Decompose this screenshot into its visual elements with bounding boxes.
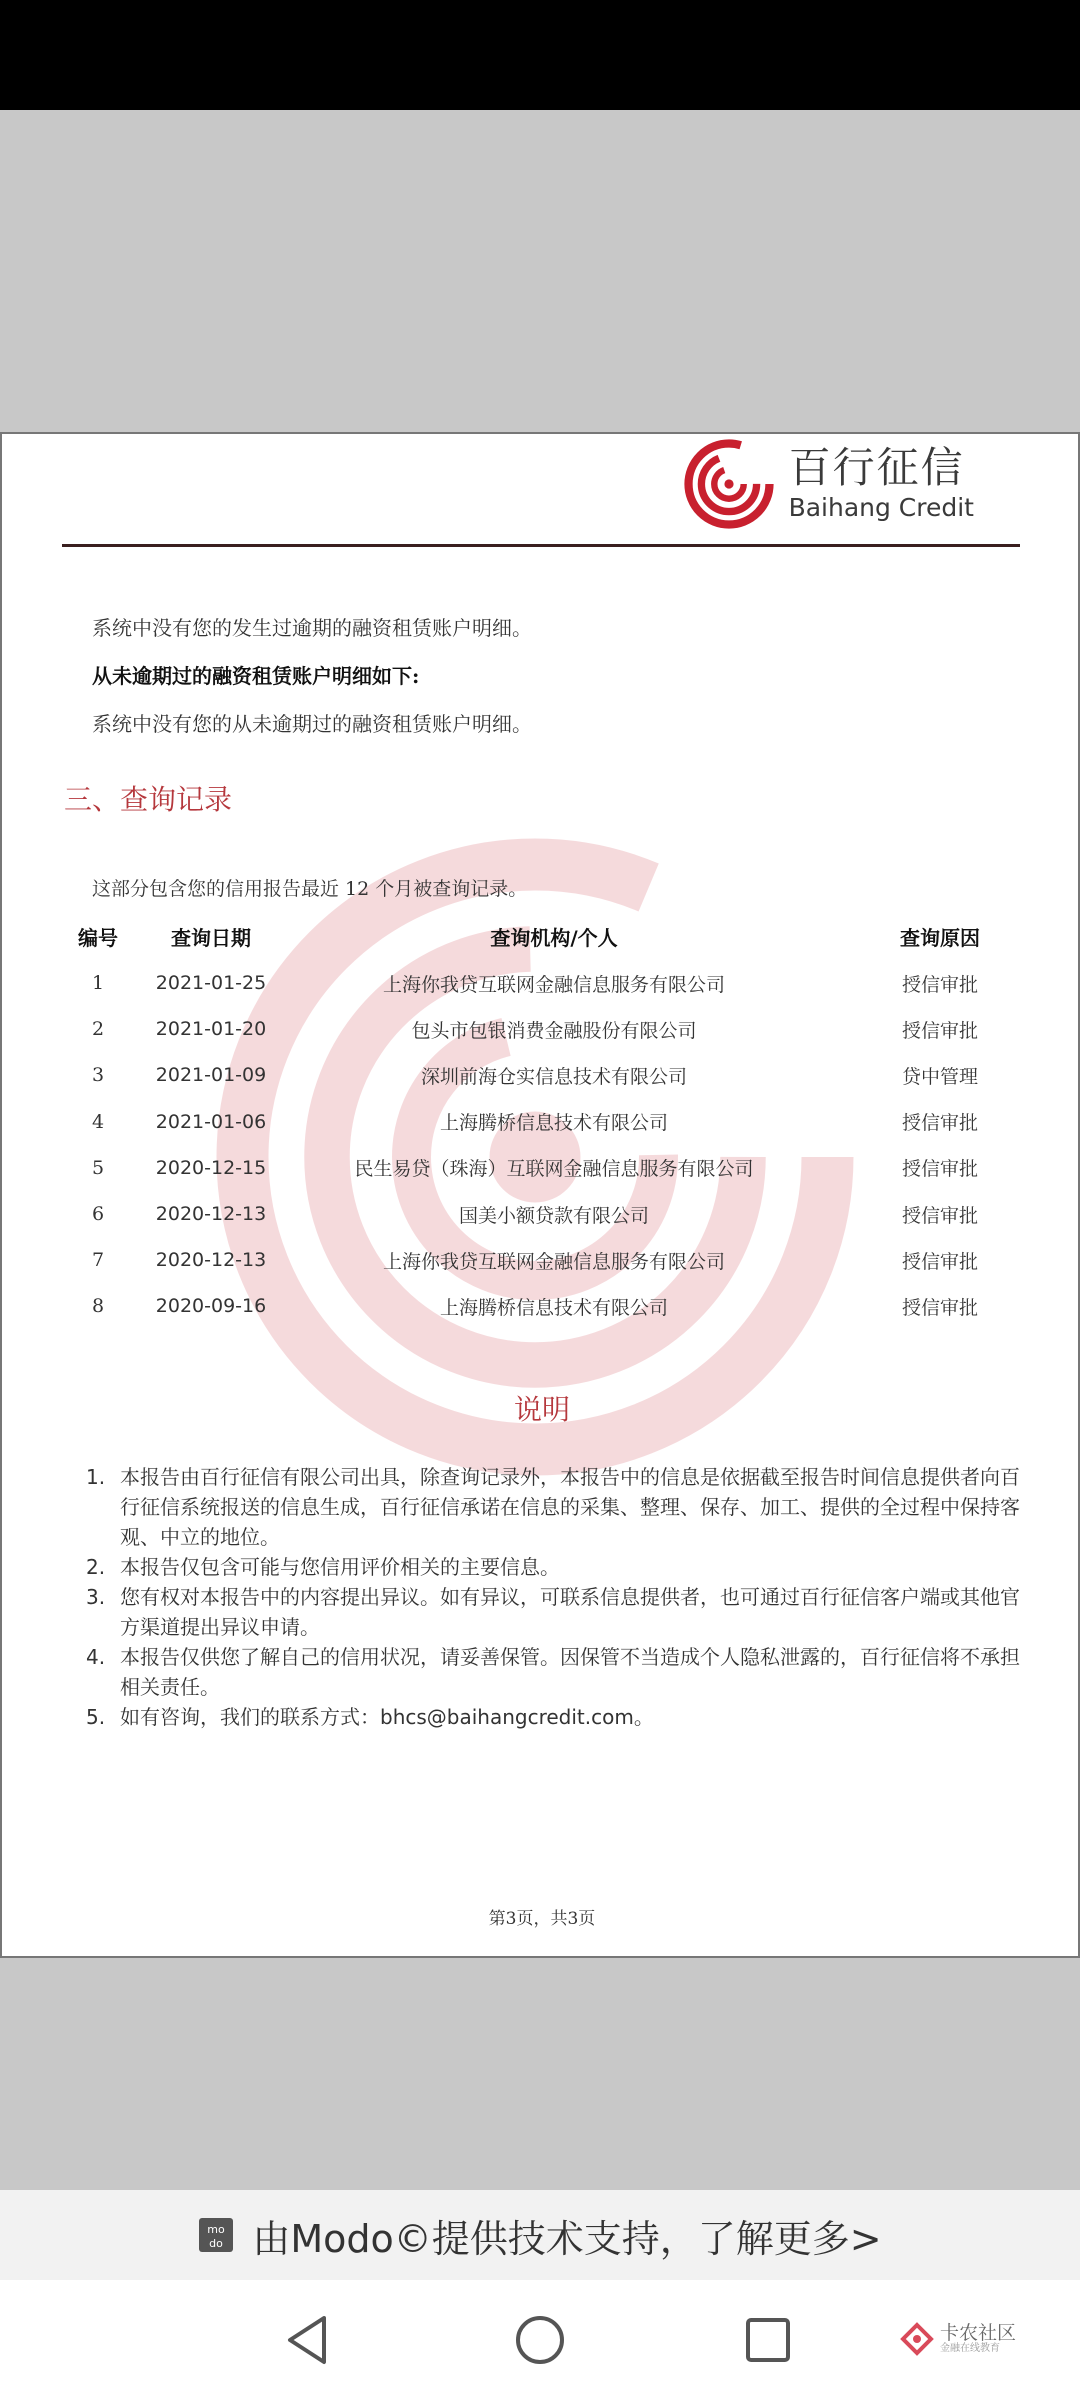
- community-logo-icon: [900, 2322, 934, 2356]
- row-reason: 授信审批: [901, 1204, 978, 1227]
- note-text: 本报告仅供您了解自己的信用状况，请妥善保管。因保管不当造成个人隐私泄露的，百行征信将不承担相关责任。: [120, 1645, 1020, 1699]
- row-number: 7: [91, 1249, 105, 1272]
- baihang-logo-icon: [683, 438, 775, 530]
- baihang-logo: [683, 438, 974, 530]
- status-bar: [0, 0, 1080, 110]
- logo-chinese-name: 百行征信: [788, 443, 965, 492]
- note-number: 4.: [86, 1645, 106, 1669]
- no-overdue-leasing-text: 系统中没有您的发生过逾期的融资租赁账户明细。: [92, 616, 532, 640]
- row-date: 2020-12-13: [155, 1203, 267, 1226]
- row-date: 2021-01-06: [155, 1110, 267, 1133]
- table-row: [62, 1099, 1022, 1145]
- note-item: [86, 1642, 1026, 1702]
- row-date: 2020-09-16: [155, 1295, 267, 1318]
- note-number: 2.: [86, 1555, 106, 1579]
- table-row: [62, 1145, 1022, 1191]
- row-institution: 上海腾桥信息技术有限公司: [439, 1296, 668, 1319]
- row-date: 2021-01-20: [155, 1018, 267, 1041]
- row-reason: 授信审批: [901, 1112, 978, 1135]
- note-text: 本报告由百行征信有限公司出具，除查询记录外，本报告中的信息是依据截至报告时间信息提供者向百行征信系统报送的信息生成，百行征信承诺在信息的采集、整理、保存、加工、提供的全过程中保持客观、中立的地位。: [120, 1465, 1020, 1549]
- row-number: 5: [91, 1156, 105, 1179]
- svg-text:do: do: [209, 2237, 224, 2250]
- modo-banner-text: 由Modo©提供技术支持，了解更多>: [252, 2216, 882, 2261]
- row-number: 3: [91, 1064, 105, 1087]
- header-reason: 查询原因: [900, 925, 980, 950]
- logo-english-name: Baihang Credit: [788, 493, 974, 522]
- contact-email-link[interactable]: bhcs@baihangcredit.com: [380, 1705, 634, 1729]
- recent-square-icon[interactable]: [738, 2310, 798, 2370]
- notes-list: [86, 1462, 1026, 1732]
- query-records-intro: 这部分包含您的信用报告最近 12 个月被查询记录。: [92, 878, 528, 900]
- no-never-overdue-leasing-text: 系统中没有您的从未逾期过的融资租赁账户明细。: [92, 712, 532, 736]
- note-item: [86, 1582, 1026, 1642]
- row-reason: 授信审批: [901, 1296, 978, 1319]
- row-date: 2020-12-13: [155, 1249, 267, 1272]
- note-number: 3.: [86, 1585, 106, 1609]
- row-reason: 授信审批: [901, 1158, 978, 1181]
- note-text: [120, 1702, 654, 1732]
- note-item: [86, 1552, 1026, 1582]
- report-page: [0, 432, 1080, 1958]
- table-row: [62, 1283, 1022, 1329]
- row-institution: 包头市包银消费金融股份有限公司: [411, 1019, 697, 1042]
- community-subtitle: 金融在线教育: [939, 2343, 1000, 2354]
- query-records-table: [62, 912, 1022, 1330]
- header-query-date: 查询日期: [171, 925, 251, 950]
- row-reason: 授信审批: [901, 1019, 978, 1042]
- notes-title: 说明: [513, 1393, 570, 1426]
- table-row: [62, 960, 1022, 1006]
- community-name: 卡农社区: [939, 2322, 1016, 2344]
- table-header: [62, 912, 1022, 960]
- never-overdue-leasing-heading: 从未逾期过的融资租赁账户明细如下:: [92, 664, 420, 688]
- row-number: 6: [91, 1203, 105, 1226]
- row-number: 2: [91, 1018, 105, 1041]
- community-watermark: [900, 2322, 1016, 2356]
- row-date: 2021-01-25: [155, 972, 267, 995]
- svg-text:mo: mo: [207, 2223, 226, 2236]
- system-nav-bar: [0, 2280, 1080, 2400]
- note-item: [86, 1702, 1026, 1732]
- row-reason: 贷中管理: [901, 1065, 978, 1088]
- table-row: [62, 1006, 1022, 1052]
- section-title-query-records: 三、查询记录: [64, 783, 233, 816]
- row-number: 1: [91, 972, 105, 995]
- row-institution: 上海你我贷互联网金融信息服务有限公司: [382, 973, 725, 996]
- row-institution: 上海腾桥信息技术有限公司: [439, 1112, 668, 1135]
- note-suffix: 。: [633, 1705, 654, 1729]
- row-number: 4: [91, 1110, 105, 1133]
- row-number: 8: [91, 1295, 105, 1318]
- row-institution: 国美小额贷款有限公司: [458, 1204, 649, 1227]
- modo-support-banner[interactable]: [0, 2190, 1080, 2280]
- note-item: [86, 1462, 1026, 1552]
- page-number: 第3页，共3页: [488, 1909, 596, 1929]
- row-date: 2021-01-09: [155, 1064, 267, 1087]
- row-institution: 上海你我贷互联网金融信息服务有限公司: [382, 1250, 725, 1273]
- table-row: [62, 1191, 1022, 1237]
- note-number: 5.: [86, 1705, 106, 1729]
- row-institution: 民生易贷（珠海）互联网金融信息服务有限公司: [354, 1158, 754, 1181]
- row-reason: 授信审批: [901, 973, 978, 996]
- home-circle-icon[interactable]: [510, 2310, 570, 2370]
- note-contact-text: 如有咨询，我们的联系方式：: [120, 1705, 380, 1729]
- table-row: [62, 1237, 1022, 1283]
- header-number: 编号: [78, 925, 118, 950]
- note-number: 1.: [86, 1465, 106, 1489]
- note-text: 您有权对本报告中的内容提出异议。如有异议，可联系信息提供者，也可通过百行征信客户端或其他官方渠道提出异议申请。: [120, 1585, 1020, 1639]
- modo-logo-icon: [198, 2217, 234, 2253]
- header-institution: 查询机构/个人: [490, 925, 618, 950]
- back-triangle-icon[interactable]: [278, 2310, 338, 2370]
- header-divider: [62, 544, 1020, 547]
- row-institution: 深圳前海仓实信息技术有限公司: [420, 1065, 687, 1088]
- table-row: [62, 1052, 1022, 1098]
- note-text: 本报告仅包含可能与您信用评价相关的主要信息。: [120, 1555, 560, 1579]
- row-date: 2020-12-15: [155, 1156, 267, 1179]
- row-reason: 授信审批: [901, 1250, 978, 1273]
